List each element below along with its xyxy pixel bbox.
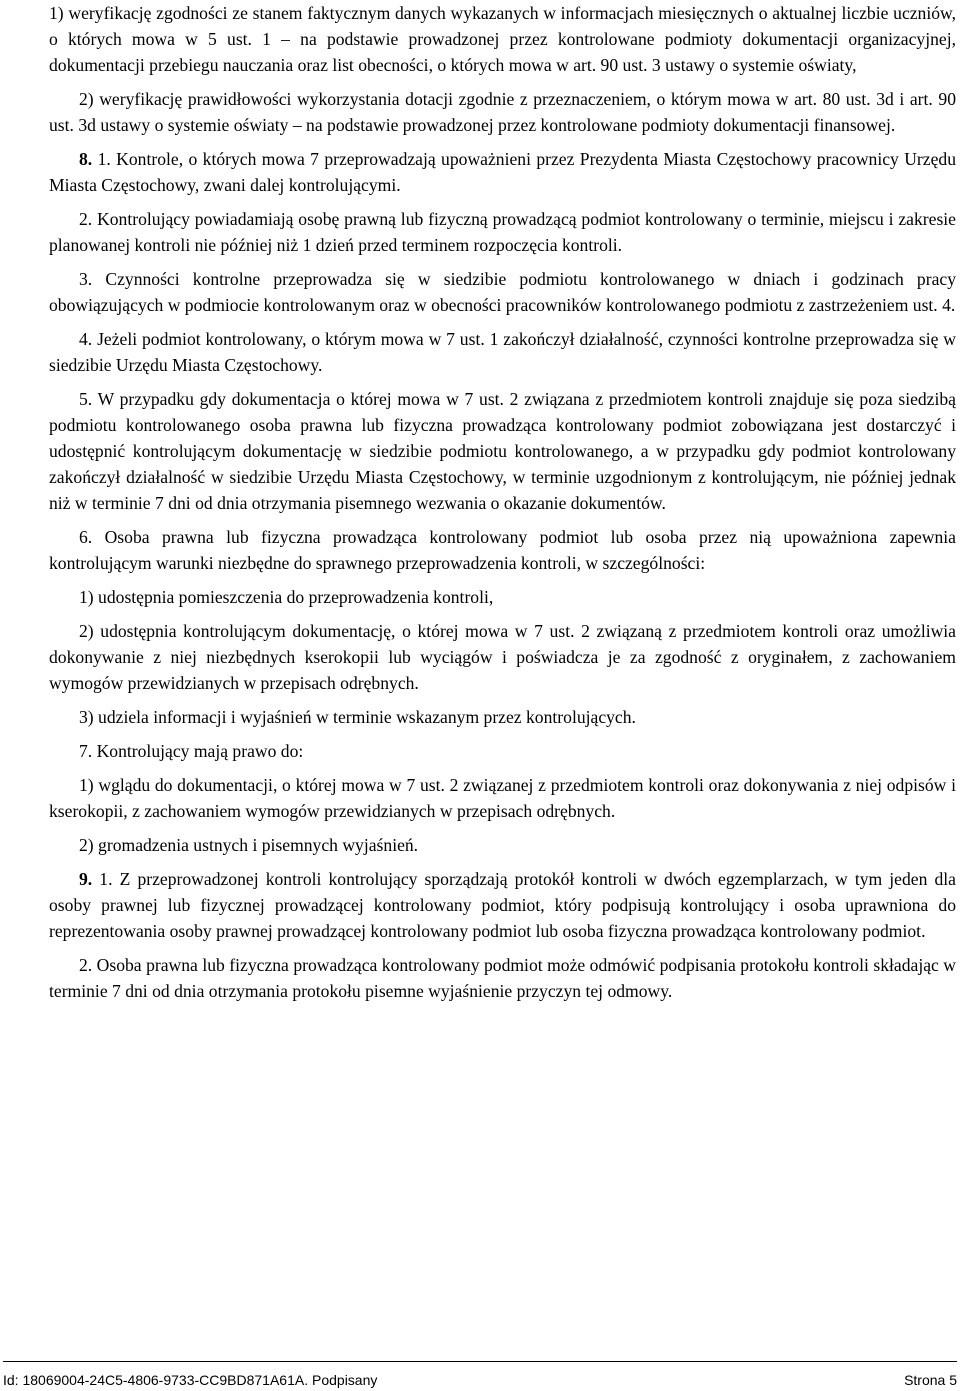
section-8-7-item-1: 1) wglądu do dokumentacji, o której mowa w 7 ust. 2 związanej z przedmiotem kontroli oraz dokonywania z niej odpisów i kserokopii, z zachowaniem wymogów przewidzianych w przepisach odrębnych.	[49, 775, 956, 821]
section-8-paragraph-7: 7. Kontrolujący mają prawo do:	[79, 741, 304, 761]
section-8-7-item-2: 2) gromadzenia ustnych i pisemnych wyjaśnień.	[79, 835, 419, 855]
page-number: Strona 5	[904, 1372, 957, 1388]
section-8-6-item-3: 3) udziela informacji i wyjaśnień w terminie wskazanym przez kontrolujących.	[79, 707, 636, 727]
paragraph-1: 1) weryfikację zgodności ze stanem faktycznym danych wykazanych w informacjach miesięcznych o aktualnej liczbie uczniów, o których mowa w 5 ust. 1 – na podstawie prowadzonej przez kontrolowane podmioty dokumentacji organizacyjnej, dokumentacji przebiegu nauczania oraz list obecności, o których mowa w art. 90 ust. 3 ustawy o systemie oświaty,	[49, 3, 956, 75]
section-9-paragraph-2: 2. Osoba prawna lub fizyczna prowadząca kontrolowany podmiot może odmówić podpisania protokołu kontroli składając w terminie 7 dni od dnia otrzymania protokołu pisemne wyjaśnienie przyczyn tej odmowy.	[49, 955, 956, 1001]
section-8-paragraph-5: 5. W przypadku gdy dokumentacja o której mowa w 7 ust. 2 związana z przedmiotem kontroli znajduje się poza siedzibą podmiotu kontrolowanego osoba prawna lub fizyczna prowadząca kontrolowany podmiot zobowiązana jest dostarczyć i udostępnić kontrolującym dokumentację w siedzibie podmiotu kontrolowanego, a w przypadku gdy podmiot kontrolowany zakończył działalność w siedzibie Urzędu Miasta Częstochowy, w terminie uzgodnionym z kontrolującym, nie później jednak niż w terminie 7 dni od dnia otrzymania pisemnego wezwania o okazanie dokumentów.	[49, 389, 956, 513]
section-9-number: 9.	[79, 869, 93, 889]
document-id: Id: 18069004-24C5-4806-9733-CC9BD871A61A. Podpisany	[3, 1372, 378, 1388]
section-8-6-item-2: 2) udostępnia kontrolującym dokumentację, o której mowa w 7 ust. 2 związaną z przedmiotem kontroli oraz umożliwia dokonywanie z niej niezbędnych kserokopii lub wyciągów i poświadcza je za zgodność z oryginałem, z zachowaniem wymogów przewidzianych w przepisach odrębnych.	[49, 621, 956, 693]
page-footer	[3, 1361, 957, 1388]
section-8-paragraph-1	[49, 146, 956, 198]
section-9-text: 1. Z przeprowadzonej kontroli kontrolujący sporządzają protokół kontroli w dwóch egzemplarzach, w tym jeden dla osoby prawnej lub fizycznej prowadzącej kontrolowany podmiot, który podpisują kontrolujący i osoba uprawniona do reprezentowania osoby prawnej prowadzącej kontrolowany podmiot lub osoba fizyczna prowadząca kontrolowany podmiot.	[49, 869, 956, 941]
section-8-paragraph-2: 2. Kontrolujący powiadamiają osobę prawną lub fizyczną prowadzącą podmiot kontrolowany o terminie, miejscu i zakresie planowanej kontroli nie później niż 1 dzień przed terminem rozpoczęcia kontroli.	[49, 209, 956, 255]
section-8-6-item-1: 1) udostępnia pomieszczenia do przeprowadzenia kontroli,	[79, 587, 494, 607]
paragraph-2: 2) weryfikację prawidłowości wykorzystania dotacji zgodnie z przeznaczeniem, o którym mowa w art. 80 ust. 3d i art. 90 ust. 3d ustawy o systemie oświaty – na podstawie prowadzonej przez kontrolowane podmioty dokumentacji finansowej.	[49, 89, 956, 135]
section-8-paragraph-4: 4. Jeżeli podmiot kontrolowany, o którym mowa w 7 ust. 1 zakończył działalność, czynności kontrolne przeprowadza się w siedzibie Urzędu Miasta Częstochowy.	[49, 329, 956, 375]
section-8-paragraph-6: 6. Osoba prawna lub fizyczna prowadząca kontrolowany podmiot lub osoba przez nią upoważniona zapewnia kontrolującym warunki niezbędne do sprawnego przeprowadzenia kontroli, w szczególności:	[49, 527, 956, 573]
section-8-text: 1. Kontrole, o których mowa 7 przeprowadzają upoważnieni przez Prezydenta Miasta Częstochowy pracownicy Urzędu Miasta Częstochowy, zwani dalej kontrolującymi.	[49, 149, 956, 195]
section-9-paragraph-1	[49, 866, 956, 944]
document-body	[49, 0, 956, 1004]
section-8-number: 8.	[79, 149, 93, 169]
section-8-paragraph-3: 3. Czynności kontrolne przeprowadza się w siedzibie podmiotu kontrolowanego w dniach i godzinach pracy obowiązujących w podmiocie kontrolowanym oraz w obecności pracowników kontrolowanego podmiotu z zastrzeżeniem ust. 4.	[49, 269, 956, 315]
